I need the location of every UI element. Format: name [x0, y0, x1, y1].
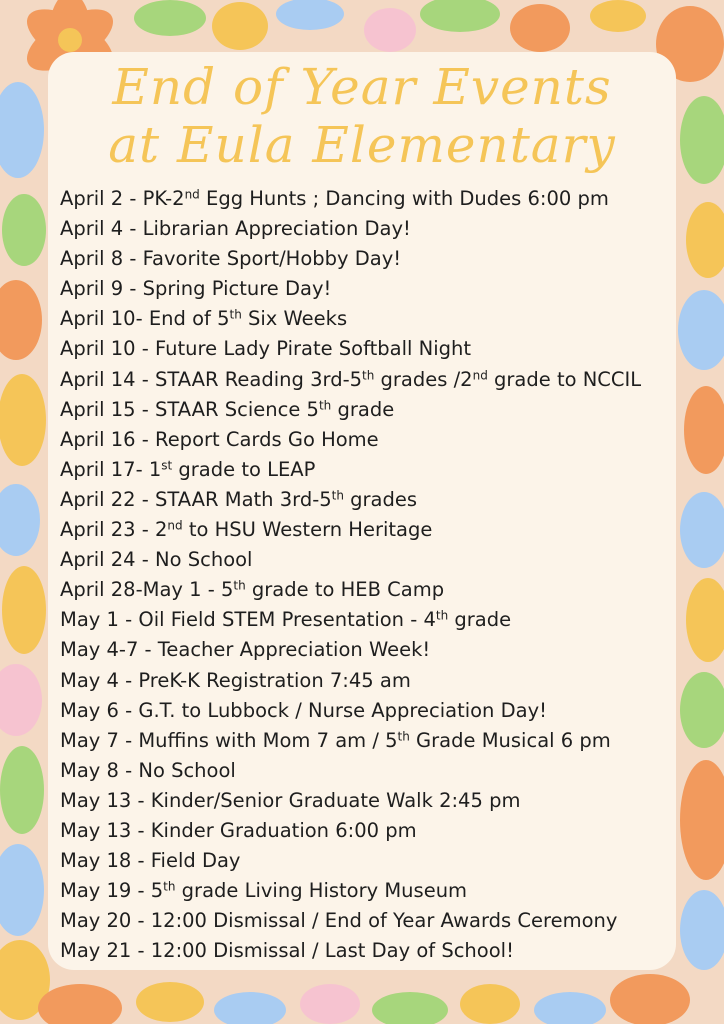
event-item — [60, 244, 672, 274]
event-text: May 1 - Oil Field STEM Presentation - 4 — [60, 608, 436, 632]
event-text: Egg Hunts ; Dancing with Dudes 6:00 pm — [199, 187, 609, 210]
event-text: grade Living History Museum — [175, 879, 468, 903]
event-text: April 15 - STAAR Science 5 — [60, 397, 319, 421]
event-item — [60, 635, 672, 665]
event-item — [60, 726, 672, 756]
ordinal-suffix: th — [435, 608, 449, 623]
event-text: April 24 - No School — [60, 548, 253, 572]
event-text: April 16 - Report Cards Go Home — [60, 427, 379, 451]
event-text: May 4 - PreK-K Registration 7:45 am — [60, 668, 411, 692]
event-text: May 21 - 12:00 Dismissal / Last Day of School! — [60, 939, 514, 963]
event-text: May 4-7 - Teacher Appreciation Week! — [60, 638, 431, 662]
event-text: grade — [331, 397, 395, 421]
title-line-1: End of Year Events — [112, 58, 612, 116]
event-text: grade to LEAP — [172, 457, 316, 481]
ordinal-suffix: nd — [472, 367, 488, 382]
event-item — [60, 485, 672, 515]
event-item — [60, 756, 672, 786]
event-text: April 17- 1 — [60, 457, 162, 481]
ordinal-suffix: st — [161, 458, 173, 473]
event-text: April 2 - PK-2 — [60, 187, 185, 210]
event-item — [60, 846, 672, 876]
event-text: April 8 - Favorite Sport/Hobby Day! — [60, 247, 402, 271]
ordinal-suffix: th — [397, 729, 410, 744]
page-title — [48, 58, 676, 174]
event-item — [60, 455, 672, 485]
ordinal-suffix: th — [331, 488, 344, 503]
event-text: May 7 - Muffins with Mom 7 am / 5 — [60, 728, 398, 752]
event-item — [60, 605, 672, 635]
event-item — [60, 515, 672, 545]
event-item — [60, 304, 672, 334]
ordinal-suffix: th — [318, 398, 332, 413]
event-text: May 20 - 12:00 Dismissal / End of Year Awards Ceremony — [60, 909, 618, 933]
event-item — [60, 906, 672, 936]
event-list — [60, 184, 672, 966]
event-text: to HSU Western Heritage — [182, 518, 433, 542]
event-item — [60, 876, 672, 906]
ordinal-suffix: th — [229, 307, 242, 322]
ordinal-suffix: th — [362, 367, 375, 382]
event-item — [60, 575, 672, 605]
event-text: April 22 - STAAR Math 3rd-5 — [60, 487, 332, 511]
event-text: May 13 - Kinder Graduation 6:00 pm — [60, 818, 417, 842]
event-item — [60, 786, 672, 816]
event-item — [60, 545, 672, 575]
event-item — [60, 214, 672, 244]
event-text: Six Weeks — [241, 307, 348, 331]
event-item — [60, 334, 672, 364]
event-item — [60, 395, 672, 425]
event-item — [60, 696, 672, 726]
event-text: grade — [448, 608, 512, 632]
event-text: grade to HEB Camp — [245, 578, 445, 602]
ordinal-suffix: nd — [167, 518, 183, 533]
event-text: May 6 - G.T. to Lubbock / Nurse Appreciation Day! — [60, 698, 547, 722]
event-text: May 13 - Kinder/Senior Graduate Walk 2:45 pm — [60, 788, 521, 812]
event-text: April 9 - Spring Picture Day! — [60, 277, 332, 301]
event-item — [60, 425, 672, 455]
ordinal-suffix: nd — [184, 187, 200, 202]
event-item — [60, 365, 672, 395]
event-text: Grade Musical 6 pm — [409, 728, 611, 752]
event-text: grades /2 — [374, 367, 473, 391]
event-item — [60, 666, 672, 696]
event-text: May 18 - Field Day — [60, 849, 241, 873]
title-line-2: at Eula Elementary — [108, 116, 616, 174]
event-item — [60, 816, 672, 846]
event-text: April 23 - 2 — [60, 518, 168, 542]
event-text: grades — [343, 487, 418, 511]
event-item — [60, 936, 672, 966]
event-text: April 14 - STAAR Reading 3rd-5 — [60, 367, 363, 391]
event-text: April 10 - Future Lady Pirate Softball Night — [60, 337, 472, 361]
event-item — [60, 274, 672, 304]
ordinal-suffix: th — [163, 879, 176, 894]
event-text: May 8 - No School — [60, 758, 236, 782]
event-text: April 10- End of 5 — [60, 307, 230, 331]
event-text: April 4 - Librarian Appreciation Day! — [60, 217, 411, 241]
event-text: grade to NCCIL — [487, 367, 642, 391]
ordinal-suffix: th — [233, 578, 246, 593]
event-text: April 28-May 1 - 5 — [60, 578, 234, 602]
event-item — [60, 184, 672, 214]
event-text: May 19 - 5 — [60, 879, 164, 903]
